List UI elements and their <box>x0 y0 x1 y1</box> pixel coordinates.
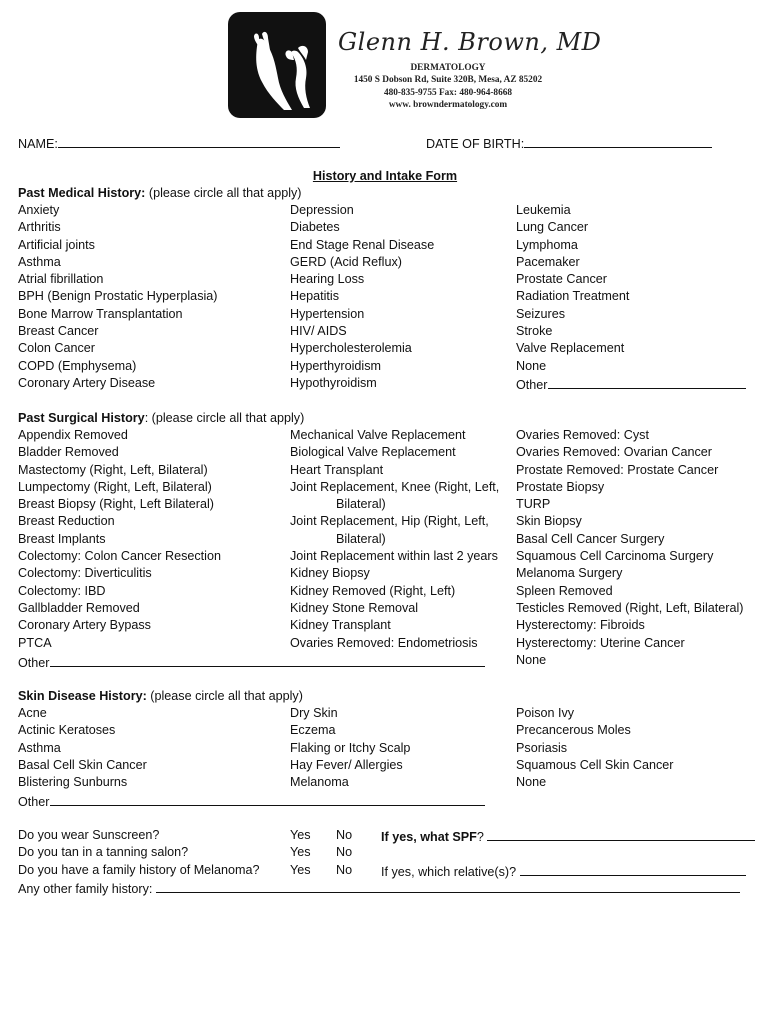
skin-history-col2 <box>290 705 410 791</box>
surgery-option[interactable]: Colectomy: Diverticulitis <box>18 566 152 581</box>
medical-condition-option[interactable]: Valve Replacement <box>516 341 625 356</box>
medical-condition-option[interactable]: Anxiety <box>18 203 60 217</box>
medical-condition-option[interactable]: Hypothyroidism <box>290 375 377 390</box>
spf-field[interactable] <box>487 827 755 841</box>
sunscreen-question: Do you wear Sunscreen? <box>18 828 160 842</box>
other-family-row <box>18 879 740 896</box>
skin-history-col1 <box>18 705 147 791</box>
surgery-option[interactable]: Lumpectomy (Right, Left, Bilateral) <box>18 479 212 494</box>
doctor-name: Glenn H. Brown, MD <box>338 28 602 56</box>
skin-history-col3 <box>516 705 674 791</box>
dob-label: DATE OF BIRTH: <box>426 137 525 151</box>
medical-other-field[interactable] <box>548 375 746 389</box>
skin-condition-option[interactable]: Acne <box>18 706 47 720</box>
medical-condition-option[interactable]: Lung Cancer <box>516 220 589 235</box>
surgical-other-field[interactable] <box>50 653 485 667</box>
letterhead <box>0 0 770 120</box>
medical-condition-option[interactable]: Artificial joints <box>18 237 95 252</box>
skin-condition-option[interactable]: Flaking or Itchy Scalp <box>290 740 411 755</box>
medical-condition-option[interactable]: Lymphoma <box>516 237 578 252</box>
medical-condition-option[interactable]: Hypercholesterolemia <box>290 341 412 356</box>
skin-condition-option[interactable]: Hay Fever/ Allergies <box>290 757 403 772</box>
surgery-option[interactable]: TURP <box>516 497 551 512</box>
surgical-history-col2 <box>290 427 499 652</box>
skin-condition-option[interactable]: Poison Ivy <box>516 706 575 720</box>
surgery-option[interactable]: Mastectomy (Right, Left, Bilateral) <box>18 462 208 477</box>
spf-label-suffix: ? <box>476 830 484 844</box>
medical-condition-option[interactable]: Pacemaker <box>516 254 580 269</box>
melanoma-family-yes-option[interactable]: Yes <box>290 863 311 877</box>
surgery-option[interactable]: Ovaries Removed: Cyst <box>516 428 649 442</box>
skin-condition-option[interactable]: Precancerous Moles <box>516 723 631 738</box>
medical-condition-option[interactable]: Coronary Artery Disease <box>18 375 156 390</box>
skin-history-title: Skin Disease History: <box>18 689 147 703</box>
skin-condition-option[interactable]: Basal Cell Skin Cancer <box>18 757 147 772</box>
skin-condition-option[interactable]: Melanoma <box>290 775 349 790</box>
surgical-history-heading <box>18 410 304 427</box>
medical-condition-option[interactable]: Hypertension <box>290 306 365 321</box>
surgery-option[interactable]: Mechanical Valve Replacement <box>290 428 466 442</box>
surgery-option[interactable]: Joint Replacement within last 2 years <box>290 549 498 564</box>
medical-condition-option[interactable]: Hepatitis <box>290 289 339 304</box>
surgery-option[interactable]: Kidney Stone Removal <box>290 600 419 615</box>
medical-condition-option[interactable]: Bone Marrow Transplantation <box>18 306 183 321</box>
surgery-option[interactable]: Kidney Biopsy <box>290 566 370 581</box>
surgery-option[interactable]: Basal Cell Cancer Surgery <box>516 531 665 546</box>
name-field[interactable] <box>58 134 340 148</box>
surgery-option[interactable]: Joint Replacement, Hip (Right, Left, <box>290 514 489 529</box>
surgery-option[interactable]: Colectomy: IBD <box>18 583 106 598</box>
skin-condition-option[interactable]: None <box>516 775 547 790</box>
surgery-option[interactable]: Melanoma Surgery <box>516 566 623 581</box>
skin-condition-option[interactable]: Blistering Sunburns <box>18 775 128 790</box>
surgery-option[interactable]: Biological Valve Replacement <box>290 445 456 460</box>
surgical-history-col3 <box>516 427 743 669</box>
surgery-option[interactable]: Hysterectomy: Uterine Cancer <box>516 635 685 650</box>
surgery-option[interactable]: Squamous Cell Carcinoma Surgery <box>516 549 714 564</box>
relatives-field[interactable] <box>520 862 746 876</box>
medical-condition-option[interactable]: Depression <box>290 203 354 217</box>
medical-other-row <box>516 375 746 392</box>
medical-condition-option[interactable]: Diabetes <box>290 220 340 235</box>
clinic-phone-fax: 480-835-9755 Fax: 480-964-8668 <box>383 87 513 98</box>
other-family-field[interactable] <box>156 879 740 893</box>
medical-history-instruction: (please circle all that apply) <box>145 186 302 200</box>
medical-history-col2 <box>290 202 434 392</box>
medical-condition-option[interactable]: BPH (Benign Prostatic Hyperplasia) <box>18 289 218 304</box>
medical-condition-option[interactable]: HIV/ AIDS <box>290 324 347 339</box>
sunscreen-yes-option[interactable]: Yes <box>290 828 311 842</box>
dob-field[interactable] <box>524 134 712 148</box>
form-title: History and Intake Form <box>312 169 458 183</box>
medical-history-col1 <box>18 202 217 392</box>
surgery-option[interactable]: Prostate Biopsy <box>516 479 605 494</box>
skin-other-label: Other <box>18 795 50 809</box>
name-label: NAME: <box>18 137 58 151</box>
surgery-option[interactable]: Ovaries Removed: Ovarian Cancer <box>516 445 712 460</box>
medical-condition-option[interactable]: Prostate Cancer <box>516 272 607 287</box>
medical-condition-option[interactable]: Hearing Loss <box>290 272 365 287</box>
surgical-history-instruction: : (please circle all that apply) <box>144 411 305 425</box>
surgical-other-label: Other <box>18 656 50 670</box>
medical-condition-option[interactable]: Seizures <box>516 306 565 321</box>
skin-history-heading <box>18 688 303 705</box>
skin-other-field[interactable] <box>50 792 485 806</box>
surgery-option[interactable]: Kidney Transplant <box>290 618 391 633</box>
surgery-option[interactable]: Bilateral) <box>336 497 386 512</box>
skin-condition-option[interactable]: Dry Skin <box>290 706 338 720</box>
sunscreen-no-option[interactable]: No <box>336 828 353 842</box>
surgery-option[interactable]: Breast Biopsy (Right, Left Bilateral) <box>18 497 214 512</box>
name-row <box>18 134 340 151</box>
spf-row <box>381 827 755 844</box>
medical-condition-option[interactable]: Radiation Treatment <box>516 289 630 304</box>
surgery-option[interactable]: Breast Reduction <box>18 514 115 529</box>
surgery-option[interactable]: Hysterectomy: Fibroids <box>516 618 645 633</box>
medical-history-col3 <box>516 202 629 375</box>
medical-condition-option[interactable]: COPD (Emphysema) <box>18 358 137 373</box>
medical-history-title: Past Medical History: <box>18 186 146 200</box>
medical-condition-option[interactable]: End Stage Renal Disease <box>290 237 435 252</box>
surgery-option[interactable]: Bladder Removed <box>18 445 119 460</box>
medical-condition-option[interactable]: Hyperthyroidism <box>290 358 381 373</box>
skin-condition-option[interactable]: Psoriasis <box>516 740 568 755</box>
clinic-info <box>338 62 558 112</box>
clinic-address: 1450 S Dobson Rd, Suite 320B, Mesa, AZ 85202 <box>353 75 543 86</box>
surgical-history-title: Past Surgical History <box>18 411 145 425</box>
relatives-label: If yes, which relative(s)? <box>381 865 517 879</box>
skin-condition-option[interactable]: Eczema <box>290 723 336 738</box>
surgery-option[interactable]: Prostate Removed: Prostate Cancer <box>516 462 719 477</box>
clinic-specialty: DERMATOLOGY <box>410 63 486 73</box>
surgery-option[interactable]: Appendix Removed <box>18 428 128 442</box>
spf-label: If yes, what SPF <box>381 830 477 844</box>
relatives-row <box>381 862 746 879</box>
medical-condition-option[interactable]: Leukemia <box>516 203 571 217</box>
clinic-website: www. browndermatology.com <box>388 100 508 111</box>
skin-other-row <box>18 792 485 809</box>
medical-condition-option[interactable]: GERD (Acid Reflux) <box>290 254 402 269</box>
other-family-label: Any other family history: <box>18 882 153 896</box>
surgery-option[interactable]: Bilateral) <box>336 531 386 546</box>
medical-condition-option[interactable]: Asthma <box>18 254 61 269</box>
skin-condition-option[interactable]: Actinic Keratoses <box>18 723 116 738</box>
surgery-option[interactable]: Skin Biopsy <box>516 514 582 529</box>
surgery-option[interactable]: Breast Implants <box>18 531 106 546</box>
medical-condition-option[interactable]: Breast Cancer <box>18 324 99 339</box>
surgery-option[interactable]: Kidney Removed (Right, Left) <box>290 583 456 598</box>
medical-other-label: Other <box>516 378 548 392</box>
surgery-option[interactable]: Colectomy: Colon Cancer Resection <box>18 549 221 564</box>
surgery-option[interactable]: Heart Transplant <box>290 462 384 477</box>
surgical-other-row <box>18 653 485 670</box>
surgery-option[interactable]: None <box>516 652 547 667</box>
medical-history-heading <box>18 185 301 202</box>
surgical-history-col1 <box>18 427 221 652</box>
medical-condition-option[interactable]: Atrial fibrillation <box>18 272 104 287</box>
surgery-option[interactable]: Joint Replacement, Knee (Right, Left, <box>290 479 500 494</box>
tanning-question: Do you tan in a tanning salon? <box>18 845 189 859</box>
surgery-option[interactable]: Gallbladder Removed <box>18 600 140 615</box>
surgery-option[interactable]: PTCA <box>18 635 52 650</box>
medical-condition-option[interactable]: None <box>516 358 547 373</box>
surgery-option[interactable]: Ovaries Removed: Endometriosis <box>290 635 478 650</box>
surgery-option[interactable]: Testicles Removed (Right, Left, Bilateral) <box>516 600 744 615</box>
melanoma-family-no-option[interactable]: No <box>336 863 353 877</box>
skin-history-instruction: (please circle all that apply) <box>146 689 303 703</box>
skin-condition-option[interactable]: Asthma <box>18 740 61 755</box>
melanoma-family-question: Do you have a family history of Melanoma? <box>18 863 260 877</box>
medical-condition-option[interactable]: Arthritis <box>18 220 61 235</box>
medical-condition-option[interactable]: Stroke <box>516 324 553 339</box>
skin-condition-option[interactable]: Squamous Cell Skin Cancer <box>516 757 674 772</box>
tanning-no-option[interactable]: No <box>336 845 353 859</box>
surgery-option[interactable]: Coronary Artery Bypass <box>18 618 151 633</box>
dob-row <box>426 134 712 151</box>
surgery-option[interactable]: Spleen Removed <box>516 583 613 598</box>
medical-condition-option[interactable]: Colon Cancer <box>18 341 96 356</box>
hands-reaching-logo-icon <box>228 12 326 118</box>
tanning-yes-option[interactable]: Yes <box>290 845 311 859</box>
